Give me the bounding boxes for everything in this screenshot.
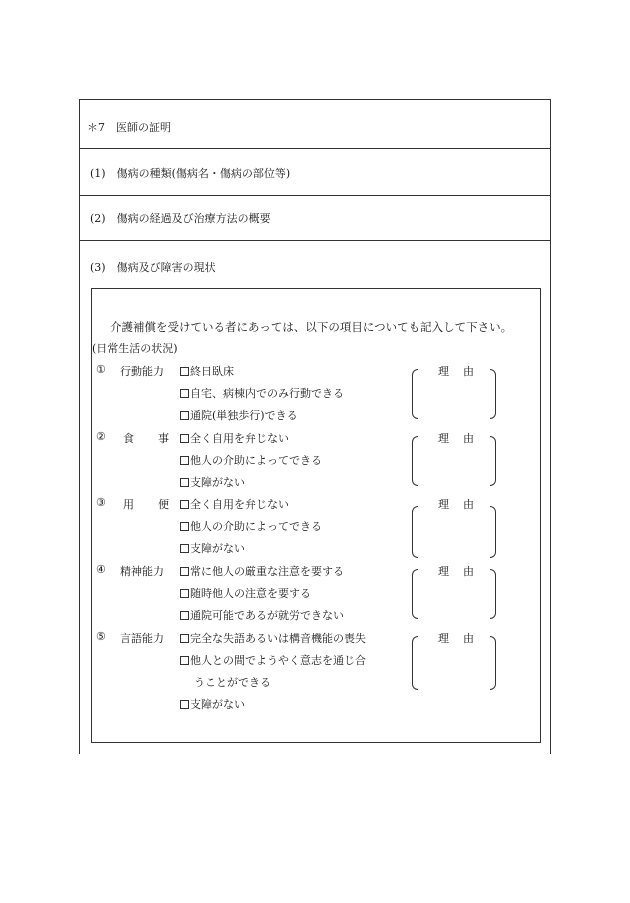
- option-checkbox[interactable]: 支障がない: [180, 474, 245, 490]
- checkbox-icon[interactable]: [180, 522, 189, 531]
- option-checkbox[interactable]: 他人との間でようやく意志を通じ合: [180, 652, 366, 668]
- checkbox-icon[interactable]: [180, 544, 189, 553]
- category-number: ⑤: [96, 630, 106, 643]
- section-label: (2) 傷病の経過及び治療方法の概要: [90, 212, 271, 225]
- option-checkbox[interactable]: 常に他人の厳重な注意を要する: [180, 563, 344, 579]
- reason-label: 理由: [438, 498, 488, 511]
- option-checkbox[interactable]: 通院(単独歩行)できる: [180, 407, 298, 423]
- option-checkbox[interactable]: 他人の介助によってできる: [180, 452, 322, 468]
- bracket-left: [412, 506, 418, 558]
- reason-label: 理由: [438, 565, 488, 578]
- checkbox-icon[interactable]: [180, 411, 189, 420]
- checkbox-icon[interactable]: [180, 700, 189, 709]
- option-checkbox[interactable]: 支障がない: [180, 696, 245, 712]
- section-treatment-overview: [80, 196, 550, 241]
- section-current-condition: (3) 傷病及び障害の現状: [90, 261, 216, 274]
- reason-field[interactable]: [412, 563, 496, 623]
- category-number: ③: [96, 496, 106, 509]
- bracket-right: [490, 369, 496, 419]
- checkbox-icon[interactable]: [180, 567, 189, 576]
- option-checkbox[interactable]: 支障がない: [180, 540, 245, 556]
- bracket-left: [412, 436, 418, 486]
- option-checkbox[interactable]: 全く自用を弁じない: [180, 430, 289, 446]
- category-number: ④: [96, 563, 106, 576]
- checkbox-icon[interactable]: [180, 500, 189, 509]
- checkbox-icon[interactable]: [180, 367, 189, 376]
- option-checkbox[interactable]: 終日臥床: [180, 363, 234, 379]
- option-checkbox[interactable]: 他人の介助によってできる: [180, 518, 322, 534]
- checkbox-icon[interactable]: [180, 611, 189, 620]
- bracket-left: [412, 636, 418, 690]
- reason-field[interactable]: [412, 363, 496, 423]
- care-intro-text: 介護補償を受けている者にあっては、以下の項目についても記入して下さい。: [110, 320, 513, 334]
- section-label: (1) 傷病の種類(傷病名・傷病の部位等): [90, 167, 291, 180]
- category-name: 精神能力: [120, 565, 164, 578]
- bracket-left: [412, 369, 418, 419]
- reason-field[interactable]: [412, 496, 496, 560]
- reason-field[interactable]: [412, 430, 496, 490]
- option-checkbox[interactable]: 随時他人の注意を要する: [180, 585, 311, 601]
- option-continuation: うことができる: [194, 676, 271, 689]
- bracket-right: [490, 569, 496, 619]
- reason-label: 理由: [438, 432, 488, 445]
- section-physician-certificate: [80, 100, 550, 149]
- category-name: 行動能力: [120, 365, 164, 378]
- category-name: 用 便: [123, 498, 169, 511]
- reason-label: 理由: [438, 632, 488, 645]
- bracket-right: [490, 636, 496, 690]
- checkbox-icon[interactable]: [180, 456, 189, 465]
- category-number: ①: [96, 363, 106, 376]
- option-checkbox[interactable]: 自宅、病棟内でのみ行動できる: [180, 385, 344, 401]
- reason-label: 理由: [438, 365, 488, 378]
- category-name: 言語能力: [120, 632, 164, 645]
- section-injury-type: [80, 149, 550, 196]
- bracket-right: [490, 436, 496, 486]
- checkbox-icon[interactable]: [180, 634, 189, 643]
- option-checkbox[interactable]: 全く自用を弁じない: [180, 496, 289, 512]
- form-title: ＊7 医師の証明: [87, 121, 171, 134]
- checkbox-icon[interactable]: [180, 434, 189, 443]
- daily-living-subheading: (日常生活の状況): [92, 342, 178, 355]
- checkbox-icon[interactable]: [180, 389, 189, 398]
- option-checkbox[interactable]: 完全な失語あるいは構音機能の喪失: [180, 630, 366, 646]
- option-checkbox[interactable]: 通院可能であるが就労できない: [180, 607, 344, 623]
- checkbox-icon[interactable]: [180, 656, 189, 665]
- reason-field[interactable]: [412, 630, 496, 694]
- bracket-left: [412, 569, 418, 619]
- category-number: ②: [96, 430, 106, 443]
- physician-certificate-form: [79, 99, 551, 754]
- checkbox-icon[interactable]: [180, 478, 189, 487]
- bracket-right: [490, 506, 496, 558]
- checkbox-icon[interactable]: [180, 589, 189, 598]
- daily-living-box: [91, 288, 541, 743]
- category-name: 食 事: [123, 432, 169, 445]
